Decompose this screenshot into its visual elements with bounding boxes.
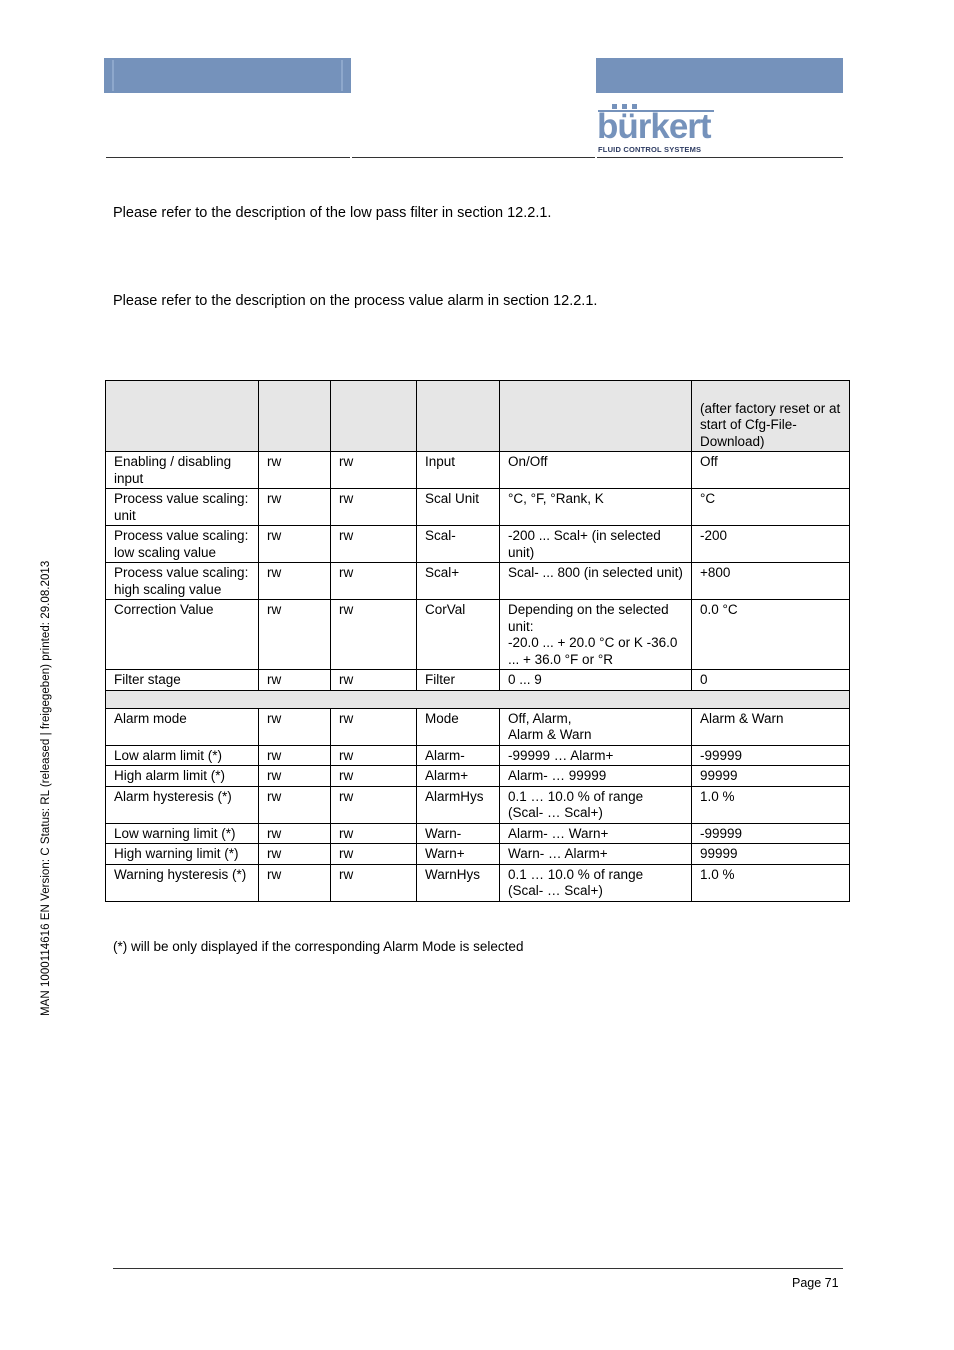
table-cell: Warn+ (417, 844, 500, 865)
document-status-sidebar: MAN 1000114616 EN Version: C Status: RL (released | freigegeben) printed: 29.08.2013 (40, 560, 52, 1016)
table-cell: -99999 (692, 745, 850, 766)
table-cell: Correction Value (106, 600, 259, 670)
table-cell: rw (259, 600, 331, 670)
table-cell: AlarmHys (417, 786, 500, 823)
table-row (106, 708, 850, 745)
table-cell: Warn- … Alarm+ (500, 844, 692, 865)
table-cell: rw (331, 526, 417, 563)
table-cell (417, 381, 500, 452)
table-cell: rw (331, 745, 417, 766)
table-cell: rw (259, 708, 331, 745)
table-cell: 0 (692, 670, 850, 691)
table-cell: Enabling / disabling input (106, 452, 259, 489)
table-footnote: (*) will be only displayed if the corresponding Alarm Mode is selected (113, 939, 524, 954)
table-cell: Alarm mode (106, 708, 259, 745)
table-cell (259, 381, 331, 452)
table-cell: Low warning limit (*) (106, 823, 259, 844)
parameter-table (105, 380, 850, 902)
table-cell: Alarm hysteresis (*) (106, 786, 259, 823)
table-cell: rw (259, 766, 331, 787)
table-cell: 0.1 … 10.0 % of range (Scal- … Scal+) (500, 864, 692, 901)
table-cell: 0.1 … 10.0 % of range (Scal- … Scal+) (500, 786, 692, 823)
table-row (106, 786, 850, 823)
table-cell: °C, °F, °Rank, K (500, 489, 692, 526)
table-cell: Low alarm limit (*) (106, 745, 259, 766)
table-row (106, 489, 850, 526)
table-cell: Alarm & Warn (692, 708, 850, 745)
table-cell: rw (259, 526, 331, 563)
table-cell (500, 381, 692, 452)
table-cell: rw (259, 489, 331, 526)
header-bar-right (596, 58, 843, 93)
table-cell: Process value scaling: high scaling value (106, 563, 259, 600)
logo-wordmark: bürkert (597, 107, 711, 146)
table-cell: (after factory reset or at start of Cfg-File-Download) (692, 381, 850, 452)
table-row (106, 844, 850, 865)
table-cell: Alarm- (417, 745, 500, 766)
table-cell: Filter (417, 670, 500, 691)
table-cell: rw (259, 563, 331, 600)
table-cell: Filter stage (106, 670, 259, 691)
table-cell: WarnHys (417, 864, 500, 901)
table-cell: rw (259, 823, 331, 844)
table-cell: -99999 … Alarm+ (500, 745, 692, 766)
header-rule (106, 157, 350, 158)
table-cell: rw (259, 670, 331, 691)
table-cell: rw (331, 844, 417, 865)
table-section-cell (106, 690, 850, 708)
table-cell: Warn- (417, 823, 500, 844)
table-cell: rw (331, 600, 417, 670)
table-cell: Scal- (417, 526, 500, 563)
table-cell: rw (331, 489, 417, 526)
table-cell: Scal- ... 800 (in selected unit) (500, 563, 692, 600)
table-cell: High alarm limit (*) (106, 766, 259, 787)
table-cell: Alarm+ (417, 766, 500, 787)
table-cell: rw (331, 864, 417, 901)
table-cell: Scal+ (417, 563, 500, 600)
table-row (106, 563, 850, 600)
table-cell (106, 381, 259, 452)
table-cell: rw (331, 670, 417, 691)
table-cell: Process value scaling: unit (106, 489, 259, 526)
table-section-row (106, 690, 850, 708)
table-cell: rw (331, 766, 417, 787)
alarm-reference-text: Please refer to the description on the process value alarm in section 12.2.1. (113, 293, 598, 309)
table-cell: rw (331, 563, 417, 600)
table-row (106, 745, 850, 766)
table-cell: On/Off (500, 452, 692, 489)
table-header-row (106, 381, 850, 452)
table-cell: Warning hysteresis (*) (106, 864, 259, 901)
filter-reference-text: Please refer to the description of the low pass filter in section 12.2.1. (113, 205, 552, 221)
table-row (106, 600, 850, 670)
table-row (106, 864, 850, 901)
header-rule (352, 157, 595, 158)
logo-tagline: FLUID CONTROL SYSTEMS (598, 145, 702, 154)
table-cell: rw (259, 745, 331, 766)
header-rule (597, 157, 843, 158)
table-cell (331, 381, 417, 452)
table-cell: 0.0 °C (692, 600, 850, 670)
table-cell: CorVal (417, 600, 500, 670)
table-cell: +800 (692, 563, 850, 600)
table-cell: Off (692, 452, 850, 489)
burkert-logo (597, 104, 717, 156)
table-cell: High warning limit (*) (106, 844, 259, 865)
table-cell: 0 ... 9 (500, 670, 692, 691)
table-cell: Input (417, 452, 500, 489)
table-cell: 1.0 % (692, 786, 850, 823)
table-cell: -99999 (692, 823, 850, 844)
table-cell: 1.0 % (692, 864, 850, 901)
table-cell: rw (331, 786, 417, 823)
table-cell: rw (259, 786, 331, 823)
table-cell: Mode (417, 708, 500, 745)
table-row (106, 823, 850, 844)
table-cell: °C (692, 489, 850, 526)
table-row (106, 452, 850, 489)
table-cell: rw (259, 844, 331, 865)
table-cell: rw (331, 823, 417, 844)
table-row (106, 766, 850, 787)
table-cell: Scal Unit (417, 489, 500, 526)
page-number: Page 71 (792, 1276, 839, 1290)
header-bar-left (104, 58, 351, 93)
table-cell: rw (259, 452, 331, 489)
table-row (106, 670, 850, 691)
table-row (106, 526, 850, 563)
table-cell: Process value scaling: low scaling value (106, 526, 259, 563)
table-cell: rw (331, 708, 417, 745)
table-cell: Alarm- … 99999 (500, 766, 692, 787)
table-cell: Off, Alarm, Alarm & Warn (500, 708, 692, 745)
footer-rule (113, 1268, 843, 1269)
table-cell: 99999 (692, 766, 850, 787)
table-cell: Depending on the selected unit: -20.0 ... + 20.0 °C or K -36.0 ... + 36.0 °F or °R (500, 600, 692, 670)
table-cell: rw (259, 864, 331, 901)
table-cell: Alarm- … Warn+ (500, 823, 692, 844)
table-cell: 99999 (692, 844, 850, 865)
table-cell: -200 (692, 526, 850, 563)
table-cell: -200 ... Scal+ (in selected unit) (500, 526, 692, 563)
table-cell: rw (331, 452, 417, 489)
